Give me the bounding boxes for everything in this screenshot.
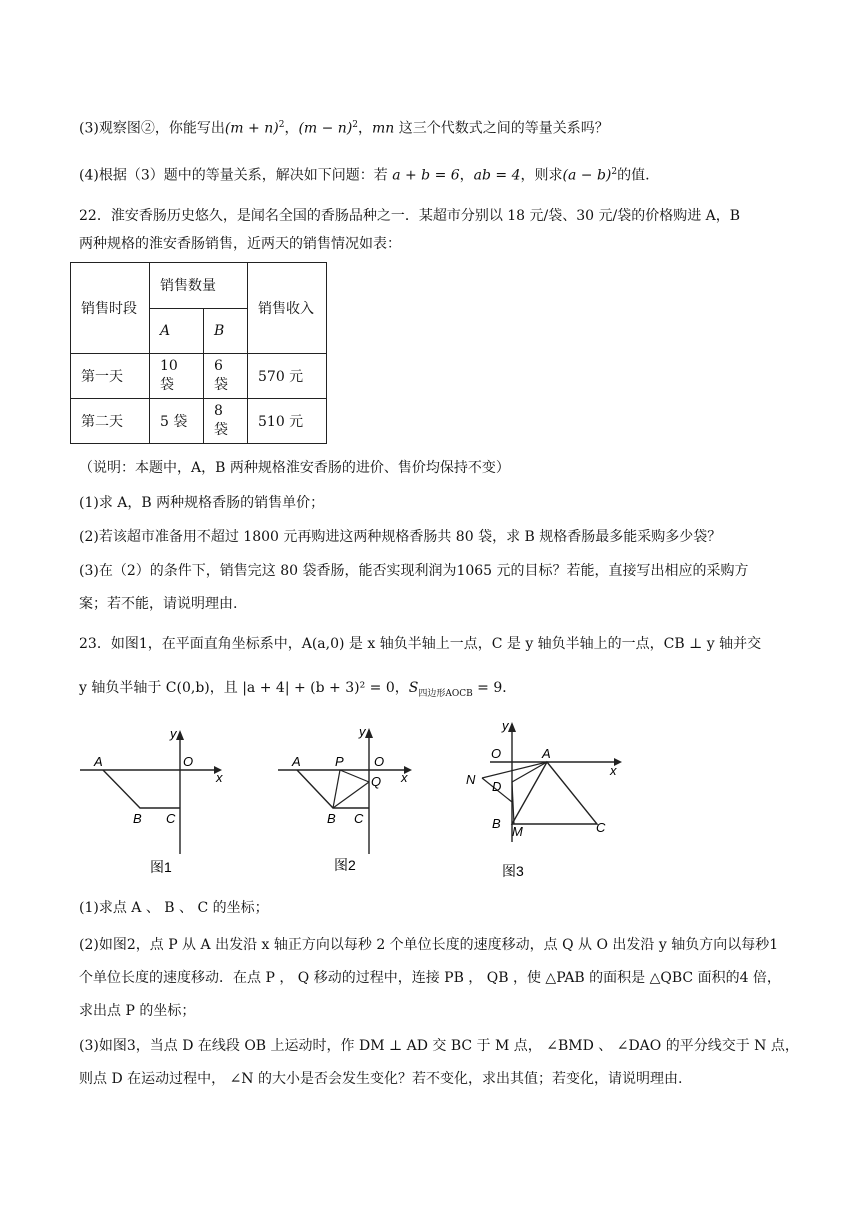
table-row: [71, 399, 327, 444]
fig3-label-d: D: [492, 779, 502, 794]
fig1-label-c: C: [166, 811, 176, 826]
q21-part3: (3)观察图②，你能写出$(m + n)^2$，$(m - n)^2$，mn 这三个代数式之间的等量关系吗？: [79, 120, 609, 137]
table-header-b: B: [204, 308, 248, 354]
fig3-caption: 图3: [502, 863, 524, 879]
fig1-label-y: y: [170, 726, 177, 741]
fig2-label-x: x: [401, 770, 408, 785]
q23-sub1: (1)求点 A 、 B 、 C 的坐标；: [79, 900, 269, 916]
q23-sub3-line2: 则点 D 在运动过程中， ∠N 的大小是否会发生变化？若不变化，求出其值；若变化，请说明理由.: [79, 1071, 683, 1087]
table-cell-b: 8 袋: [204, 399, 248, 444]
table-row: [71, 354, 327, 399]
q22-sub3-line1: (3)在（2）的条件下，销售完这 80 袋香肠，能否实现利润为1065 元的目标？若能，直接写出相应的采购方: [79, 563, 749, 579]
fig1-label-b: B: [133, 811, 142, 826]
table-cell-b: 6 袋: [204, 354, 248, 399]
fig1-label-a: A: [94, 754, 103, 769]
q23-sub3-line1: (3)如图3，当点 D 在线段 OB 上运动时，作 DM ⊥ AD 交 BC 于 M 点， ∠BMD 、 ∠DAO 的平分线交于 N 点，: [79, 1038, 799, 1054]
fig1-caption: 图1: [150, 859, 172, 875]
table-cell-income: 570 元: [248, 354, 327, 399]
fig2-caption: 图2: [334, 857, 356, 873]
q23-stem-line1: 23．如图1，在平面直角坐标系中，A(a,0) 是 x 轴负半轴上一点，C 是 y 轴负半轴上的一点，CB ⊥ y 轴并交: [79, 636, 762, 652]
q22-stem-line1: 22．淮安香肠历史悠久，是闻名全国的香肠品种之一．某超市分别以 18 元/袋、30 元/袋的价格购进 A，B: [79, 208, 741, 224]
fig3-label-x: x: [610, 763, 617, 778]
q22-note: （说明：本题中，A，B 两种规格淮安香肠的进价、售价均保持不变）: [79, 460, 510, 476]
table-header-income: 销售收入: [248, 263, 327, 354]
fig2-label-b: B: [327, 811, 336, 826]
fig3-label-c: C: [596, 820, 606, 835]
table-cell-income: 510 元: [248, 399, 327, 444]
table-cell-period: 第二天: [71, 399, 150, 444]
sales-table: [70, 262, 327, 444]
fig2-label-p: P: [335, 754, 344, 769]
fig3-label-n: N: [466, 772, 476, 787]
q22-sub2: (2)若该超市准备用不超过 1800 元再购进这两种规格香肠共 80 袋，求 B 规格香肠最多能采购多少袋？: [79, 529, 722, 545]
fig2-label-y: y: [359, 724, 366, 739]
q23-sub2-line2: 个单位长度的速度移动．在点 P ， Q 移动的过程中，连接 PB ， QB ，使 △PAB 的面积是 △QBC 面积的4 倍，: [79, 970, 781, 986]
fig1-label-x: x: [216, 770, 223, 785]
q22-sub3-line2: 案；若不能，请说明理由.: [79, 596, 238, 612]
figure-1: [70, 722, 230, 886]
table-cell-period: 第一天: [71, 354, 150, 399]
fig3-label-b: B: [492, 816, 501, 831]
fig1-label-o: O: [183, 754, 194, 769]
figure-3: [462, 718, 632, 890]
q23-sub2-line1: (2)如图2，点 P 从 A 出发沿 x 轴正方向以每秒 2 个单位长度的速度移动，点 Q 从 O 出发沿 y 轴负方向以每秒1: [79, 937, 779, 953]
table-header-period: 销售时段: [71, 263, 150, 354]
fig2-label-o: O: [374, 754, 385, 769]
fig2-label-a: A: [292, 754, 301, 769]
table-cell-a: 10 袋: [150, 354, 204, 399]
figure-2: [270, 718, 430, 887]
fig3-label-o: O: [491, 746, 502, 761]
fig3-label-m: M: [512, 824, 523, 839]
fig2-label-q: Q: [371, 774, 382, 789]
fig3-label-y: y: [502, 718, 509, 733]
q23-sub2-line3: 求出点 P 的坐标；: [79, 1003, 196, 1019]
fig3-label-a: A: [542, 746, 551, 761]
q22-stem-line2: 两种规格的淮安香肠销售，近两天的销售情况如表：: [79, 236, 401, 252]
table-header-quantity: 销售数量: [150, 263, 248, 309]
table-cell-a: 5 袋: [150, 399, 204, 444]
q21-part4: (4)根据（3）题中的等量关系，解决如下问题：若 a + b = 6，ab = 4，则求$(a - b)^2$的值.: [79, 167, 650, 184]
q22-sub1: (1)求 A，B 两种规格香肠的销售单价；: [79, 495, 325, 511]
fig2-label-c: C: [354, 811, 364, 826]
table-header-a: A: [150, 308, 204, 354]
q23-stem-line2: y 轴负半轴于 C(0,b)，且 |a + 4| + (b + 3)² = 0，$S_{四边形AOCB} = 9$．: [79, 680, 517, 699]
